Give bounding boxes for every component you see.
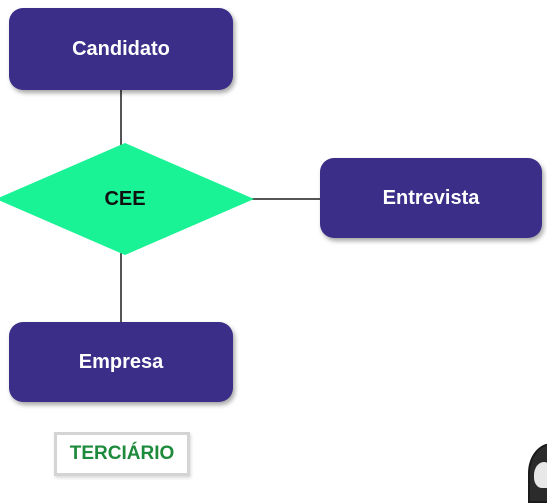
tertiary-tag [54, 432, 190, 476]
tertiary-tag-label: TERCIÁRIO [69, 443, 175, 464]
entity-candidato-label: Candidato [72, 37, 170, 60]
entity-candidato[interactable] [9, 8, 233, 90]
entity-empresa[interactable] [9, 322, 233, 402]
connector-candidato-cee [120, 90, 122, 145]
entity-entrevista[interactable] [320, 158, 542, 238]
relationship-cee[interactable] [0, 143, 254, 255]
entity-entrevista-label: Entrevista [382, 186, 480, 209]
connector-cee-empresa [120, 253, 122, 323]
avatar-face [534, 462, 547, 488]
entity-empresa-label: Empresa [78, 350, 164, 373]
connector-cee-entrevista [252, 198, 322, 200]
relationship-cee-label: CEE [104, 187, 146, 210]
